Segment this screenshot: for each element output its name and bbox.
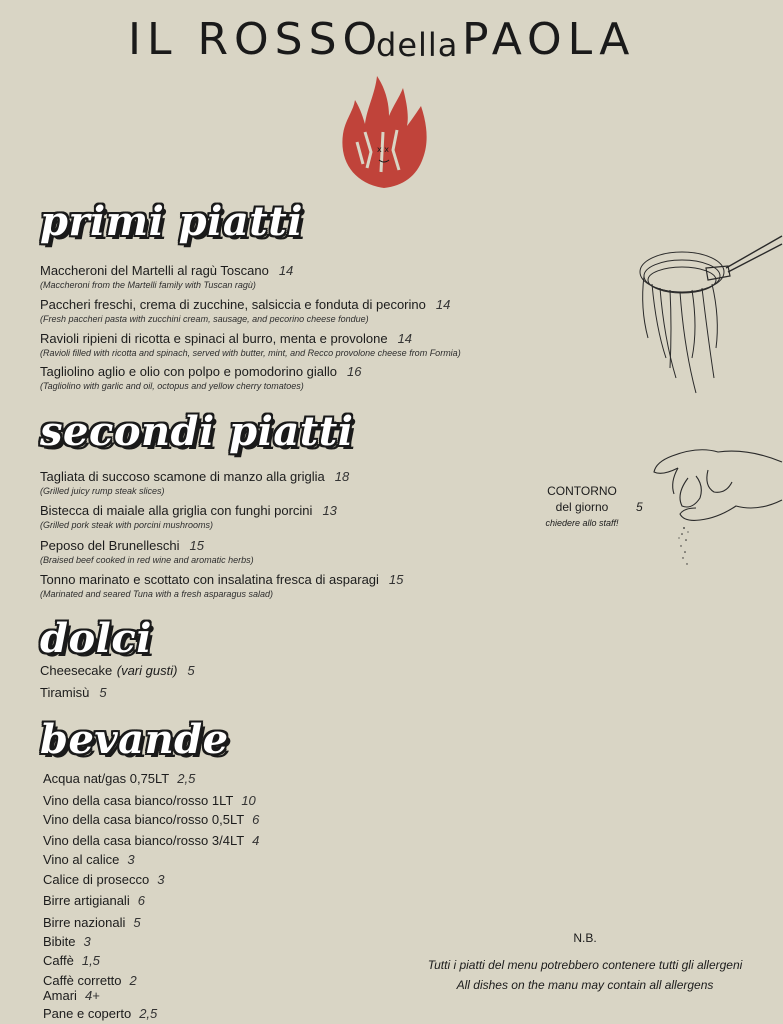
item-price: 6 <box>252 812 260 827</box>
item-desc: (Tagliolino with garlic and oil, octopus and yellow cherry tomatoes) <box>40 381 304 391</box>
hand-sprinkling-icon <box>648 442 783 572</box>
title-part-2: della <box>376 26 459 64</box>
item-price: 3 <box>157 872 165 887</box>
item-name: Tagliolino aglio e olio con polpo e pomodorino giallo <box>40 364 338 379</box>
item-price: 18 <box>334 469 350 484</box>
menu-item <box>40 296 450 325</box>
item-price: 14 <box>397 331 413 346</box>
secondi-heading: secondi piatti <box>40 408 354 455</box>
drink-item <box>43 872 164 887</box>
item-name: Acqua nat/gas 0,75LT <box>43 771 170 786</box>
nb-line-italian: Tutti i piatti del menu potrebbero contenere tutti gli allergeni <box>427 958 743 972</box>
drink-item <box>43 973 137 988</box>
nb-title: N.B. <box>573 931 597 945</box>
menu-item <box>40 502 337 531</box>
drink-item <box>43 1006 157 1021</box>
item-price: 5 <box>187 663 195 678</box>
item-price: 10 <box>241 793 256 808</box>
drink-item <box>43 893 145 908</box>
drink-item <box>43 915 141 930</box>
item-name: Peposo del Brunelleschi <box>40 538 180 553</box>
title-part-3: PAOLA <box>462 14 636 65</box>
item-price: 5 <box>99 685 107 700</box>
bevande-heading: bevande <box>40 716 229 763</box>
contorno-subtitle: del giorno <box>555 500 609 514</box>
menu-item <box>40 684 107 702</box>
title-part-1: IL ROSSO <box>128 14 384 65</box>
allergen-notice <box>400 931 770 995</box>
item-desc: (Fresh paccheri pasta with zucchini cream, sausage, and pecorino cheese fondue) <box>40 314 369 324</box>
drink-item <box>43 988 100 1003</box>
item-name: Caffè <box>43 953 74 968</box>
item-name: Bibite <box>43 934 76 949</box>
item-price: 2,5 <box>177 771 196 786</box>
menu-item <box>40 468 349 497</box>
svg-text:x x: x x <box>377 145 390 154</box>
drink-item <box>43 833 259 848</box>
item-price: 15 <box>388 572 404 587</box>
drink-item <box>43 953 100 968</box>
item-name: Tonno marinato e scottato con insalatina fresca di asparagi <box>40 572 379 587</box>
item-name: Vino della casa bianco/rosso 0,5LT <box>43 812 245 827</box>
drink-item <box>43 934 91 949</box>
item-name: Tiramisù <box>40 685 90 700</box>
item-price: 4 <box>252 833 260 848</box>
item-name: Pane e coperto <box>43 1006 132 1021</box>
item-desc: (Braised beef cooked in red wine and aromatic herbs) <box>40 555 254 565</box>
drink-item <box>43 852 135 867</box>
item-name: Maccheroni del Martelli al ragù Toscano <box>40 263 269 278</box>
drink-item <box>43 793 256 808</box>
primi-heading: primi piatti <box>40 198 303 245</box>
item-price: 6 <box>137 893 145 908</box>
item-price: 2,5 <box>139 1006 158 1021</box>
restaurant-title <box>0 8 783 78</box>
item-desc: (Marinated and seared Tuna with a fresh asparagus salad) <box>40 589 273 599</box>
item-desc: (Maccheroni from the Martelli family with Tuscan ragù) <box>40 280 256 290</box>
menu-item <box>40 363 362 392</box>
item-price: 1,5 <box>81 953 100 968</box>
item-name: Amari <box>43 988 77 1003</box>
item-price: 14 <box>278 263 294 278</box>
drink-item <box>43 771 195 786</box>
item-name: Calice di prosecco <box>43 872 150 887</box>
nb-line-english: All dishes on the manu may contain all allergens <box>456 978 714 992</box>
item-name: Vino della casa bianco/rosso 3/4LT <box>43 833 245 848</box>
item-name: Birre artigianali <box>43 893 130 908</box>
contorno-box <box>527 484 637 528</box>
item-name: Tagliata di succoso scamone di manzo alla griglia <box>40 469 325 484</box>
contorno-note: chiedere allo staff! <box>545 518 619 528</box>
item-name: Bistecca di maiale alla griglia con funghi porcini <box>40 503 313 518</box>
item-name: Paccheri freschi, crema di zucchine, salsiccia e fonduta di pecorino <box>40 297 426 312</box>
item-name: Birre nazionali <box>43 915 126 930</box>
contorno-price: 5 <box>636 500 643 514</box>
menu-item <box>40 330 461 359</box>
item-price: 16 <box>347 364 362 379</box>
item-price: 2 <box>129 973 137 988</box>
item-desc: (Grilled pork steak with porcini mushrooms) <box>40 520 214 530</box>
menu-item <box>40 662 195 680</box>
item-price: 3 <box>127 852 135 867</box>
item-price: 13 <box>322 503 337 518</box>
item-price: 5 <box>133 915 141 930</box>
item-desc: (Ravioli filled with ricotta and spinach, served with butter, mint, and Recco provolone cheese from Formia) <box>40 348 461 358</box>
item-price: 14 <box>435 297 451 312</box>
menu-item <box>40 262 293 291</box>
item-name: Vino della casa bianco/rosso 1LT <box>43 793 234 808</box>
item-note: (vari gusti) <box>116 663 178 678</box>
menu-item <box>40 537 254 566</box>
flame-logo-icon <box>335 72 433 190</box>
menu-item <box>40 571 403 600</box>
dolci-heading: dolci <box>40 615 152 662</box>
spaghetti-fork-icon <box>636 228 783 398</box>
item-name: Cheesecake <box>40 663 113 678</box>
item-price: 15 <box>189 538 204 553</box>
drink-item <box>43 812 259 827</box>
item-desc: (Grilled juicy rump steak slices) <box>40 486 165 496</box>
item-price: 3 <box>83 934 91 949</box>
item-name: Ravioli ripieni di ricotta e spinaci al burro, menta e provolone <box>40 331 388 346</box>
item-name: Vino al calice <box>43 852 120 867</box>
contorno-title: CONTORNO <box>547 484 617 498</box>
item-price: 4+ <box>84 988 100 1003</box>
item-name: Caffè corretto <box>43 973 122 988</box>
